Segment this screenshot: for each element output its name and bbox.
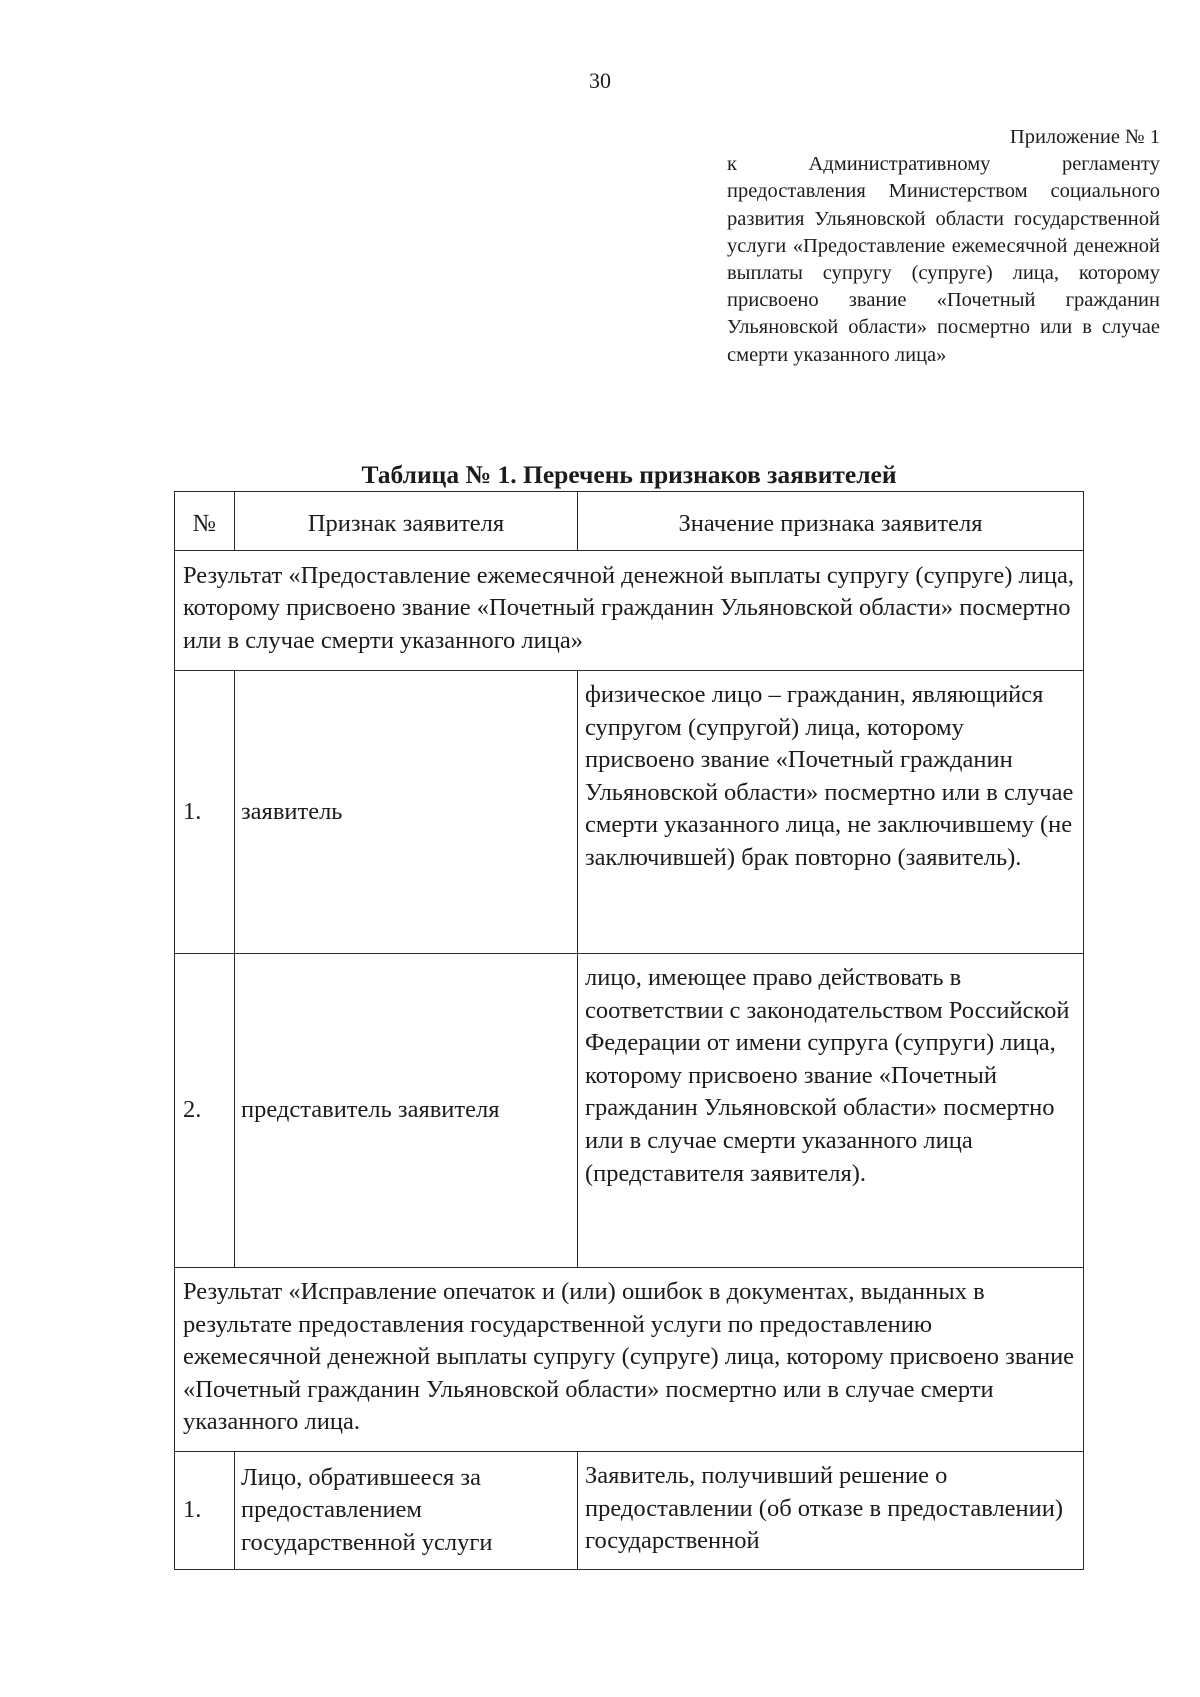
row-sign: заявитель: [235, 671, 578, 954]
section-title: Результат «Исправление опечаток и (или) ошибок в документах, выданных в результате предоставления государственной услуги по предоставлению ежемесячной денежной выплаты супругу (супруге) лица, которому присвоено звание «Почетный гражданин Ульяновской области» посмертно или в случае смерти указанного лица.: [175, 1268, 1084, 1452]
table-row: [175, 954, 1084, 1268]
header-sign: Признак заявителя: [235, 492, 578, 551]
header-number: №: [175, 492, 235, 551]
row-number: 1.: [175, 671, 235, 954]
table-header-row: [175, 492, 1084, 551]
row-value: Заявитель, получивший решение о предоставлении (об отказе в предоставлении) государственной: [578, 1452, 1084, 1570]
table-title: Таблица № 1. Перечень признаков заявителей: [361, 460, 897, 489]
section-title: Результат «Предоставление ежемесячной денежной выплаты супругу (супруге) лица, которому присвоено звание «Почетный гражданин Ульяновской области» посмертно или в случае смерти указанного лица»: [175, 551, 1084, 671]
row-value: физическое лицо – гражданин, являющийся супругом (супругой) лица, которому присвоено звание «Почетный гражданин Ульяновской области» посмертно или в случае смерти указанного лица, не заключившему (не заключившей) брак повторно (заявитель).: [578, 671, 1084, 954]
appendix-text: к Административному регламенту предоставления Министерством социального развития Ульяновской области государственной услуги «Предоставление ежемесячной денежной выплаты супругу (супруге) лица, которому присвоено звание «Почетный гражданин Ульяновской области» посмертно или в случае смерти указанного лица»: [727, 153, 1160, 366]
row-sign: представитель заявителя: [235, 954, 578, 1268]
section-row: [175, 551, 1084, 671]
appendix-block: [727, 124, 1160, 369]
section-row: [175, 1268, 1084, 1452]
row-number: 2.: [175, 954, 235, 1268]
row-number: 1.: [175, 1452, 235, 1570]
applicant-signs-table: [174, 491, 1084, 1570]
row-value: лицо, имеющее право действовать в соответствии с законодательством Российской Федерации от имени супруга (супруги) лица, которому присвоено звание «Почетный гражданин Ульяновской области» посмертно или в случае смерти указанного лица (представителя заявителя).: [578, 954, 1084, 1268]
table-row: [175, 1452, 1084, 1570]
table-row: [175, 671, 1084, 954]
page-number: 30: [589, 68, 611, 93]
header-value: Значение признака заявителя: [578, 492, 1084, 551]
row-sign: Лицо, обратившееся за предоставлением государственной услуги: [235, 1452, 578, 1570]
appendix-heading: Приложение № 1: [1009, 126, 1160, 148]
